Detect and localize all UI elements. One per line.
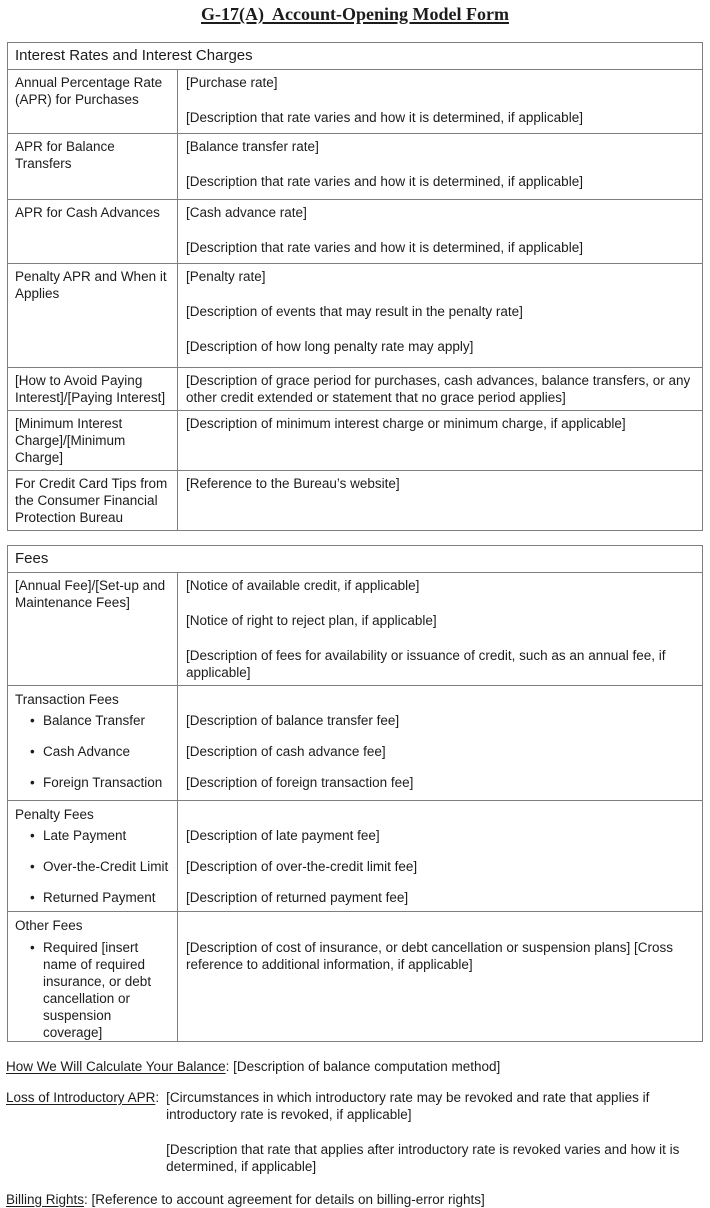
item-label-late-payment: • Late Payment — [8, 827, 178, 858]
item-late-payment — [8, 827, 703, 858]
page-title — [0, 3, 710, 25]
group-title-spacer — [178, 801, 703, 827]
row-cfpb-tips — [8, 471, 703, 531]
item-desc-required-insurance: [Description of cost of insurance, or debt cancellation or suspension plans] [Cross reference to additional information, if applicable] — [186, 939, 674, 972]
fees-table-header-row — [8, 546, 703, 573]
cell-paragraph: [Description that rate varies and how it is determined, if applicable] — [186, 110, 583, 125]
item-desc-balance-transfer: [Description of balance transfer fee] — [186, 712, 400, 728]
fees-section-header: Fees — [15, 550, 49, 567]
group-penalty-fees — [8, 801, 703, 827]
loss-of-introductory-apr-text-2: [Description that rate that applies after introductory rate is revoked varies and how it is determined, if applicable] — [166, 1141, 680, 1174]
cell-paragraph: [Description that rate varies and how it is determined, if applicable] — [186, 174, 583, 189]
cell-paragraph: [Description of fees for availability or issuance of credit, such as an annual fee, if applicable] — [186, 648, 666, 680]
footer-notes — [6, 1058, 710, 1208]
row-value-cfpb-tips — [178, 471, 703, 531]
row-value-avoid-paying-interest — [178, 368, 703, 411]
row-label-avoid-paying-interest: [How to Avoid Paying Interest]/[Paying Interest] — [8, 368, 178, 411]
item-label-cash-advance: • Cash Advance — [8, 743, 178, 774]
row-value-penalty-apr — [178, 264, 703, 368]
item-desc-over-credit-limit: [Description of over-the-credit limit fee] — [186, 858, 418, 874]
cell-paragraph: [Reference to the Bureau’s website] — [186, 476, 400, 491]
row-apr-cash-advances — [8, 200, 703, 264]
item-desc-returned-payment: [Description of returned payment fee] — [186, 889, 409, 905]
item-label-returned-payment: • Returned Payment — [8, 889, 178, 912]
cell-paragraph: [Description of grace period for purchases, cash advances, balance transfers, or any other credit extended or statement that no grace period applies] — [186, 373, 691, 405]
cell-paragraph: [Description of minimum interest charge or minimum charge, if applicable] — [186, 416, 626, 431]
row-label-apr-balance-transfers: APR for Balance Transfers — [8, 134, 178, 200]
bullet-marker: • — [30, 827, 35, 843]
balance-computation-note — [6, 1058, 710, 1075]
row-label-penalty-apr: Penalty APR and When it Applies — [8, 264, 178, 368]
row-apr-balance-transfers — [8, 134, 703, 200]
bullet-marker: • — [30, 858, 35, 874]
billing-rights-note — [6, 1191, 710, 1208]
row-apr-purchases — [8, 70, 703, 134]
group-title-spacer — [178, 686, 703, 712]
bullet-marker: • — [30, 743, 35, 759]
group-title-spacer — [178, 912, 703, 939]
row-label-annual-fee: [Annual Fee]/[Set-up and Maintenance Fees] — [8, 573, 178, 686]
balance-computation-label: How We Will Calculate Your Balance — [6, 1058, 226, 1074]
bullet-marker: • — [30, 712, 35, 728]
group-title-transaction-fees: Transaction Fees — [8, 686, 178, 712]
row-label-cfpb-tips: For Credit Card Tips from the Consumer Financial Protection Bureau — [8, 471, 178, 531]
row-value-minimum-interest-charge — [178, 411, 703, 471]
item-over-credit-limit — [8, 858, 703, 889]
item-cash-advance — [8, 743, 703, 774]
page-title-text: G-17(A) Account-Opening Model Form — [201, 4, 509, 24]
interest-table-header-row — [8, 43, 703, 70]
group-title-other-fees: Other Fees — [8, 912, 178, 939]
item-label-balance-transfer: • Balance Transfer — [8, 712, 178, 743]
row-penalty-apr — [8, 264, 703, 368]
row-annual-fee — [8, 573, 703, 686]
interest-rates-table — [7, 42, 703, 531]
cell-paragraph: [Cash advance rate] — [186, 205, 307, 220]
item-returned-payment — [8, 889, 703, 912]
row-avoid-paying-interest — [8, 368, 703, 411]
cell-paragraph: [Purchase rate] — [186, 75, 278, 90]
item-label-required-insurance: • Required [insert name of required insurance, or debt cancellation or suspension coverage] — [8, 939, 178, 1042]
cell-paragraph: [Notice of right to reject plan, if applicable] — [186, 613, 437, 628]
loss-of-introductory-apr-text-1: [Circumstances in which introductory rate may be revoked and rate that applies if introductory rate is revoked, if applicable] — [166, 1089, 650, 1122]
group-other-fees — [8, 912, 703, 939]
row-label-minimum-interest-charge: [Minimum Interest Charge]/[Minimum Charge] — [8, 411, 178, 471]
item-label-foreign-transaction: • Foreign Transaction — [8, 774, 178, 801]
row-minimum-interest-charge — [8, 411, 703, 471]
loss-of-introductory-apr-label: Loss of Introductory APR — [6, 1089, 156, 1105]
cell-paragraph: [Description of how long penalty rate may apply] — [186, 339, 474, 354]
cell-paragraph: [Notice of available credit, if applicable] — [186, 578, 420, 593]
fees-table — [7, 545, 703, 1042]
billing-rights-label: Billing Rights — [6, 1191, 85, 1207]
row-value-apr-cash-advances — [178, 200, 703, 264]
loss-of-introductory-apr-note — [6, 1089, 710, 1175]
row-value-apr-balance-transfers — [178, 134, 703, 200]
item-balance-transfer — [8, 712, 703, 743]
cell-paragraph: [Balance transfer rate] — [186, 139, 319, 154]
row-value-apr-purchases — [178, 70, 703, 134]
cell-paragraph: [Description of events that may result in the penalty rate] — [186, 304, 523, 319]
row-value-annual-fee — [178, 573, 703, 686]
cell-paragraph: [Description that rate varies and how it is determined, if applicable] — [186, 240, 583, 255]
bullet-marker: • — [30, 939, 35, 955]
group-transaction-fees — [8, 686, 703, 712]
item-required-insurance — [8, 939, 703, 1042]
group-title-penalty-fees: Penalty Fees — [8, 801, 178, 827]
item-desc-cash-advance: [Description of cash advance fee] — [186, 743, 386, 759]
item-label-over-credit-limit: • Over-the-Credit Limit — [8, 858, 178, 889]
balance-computation-text: : [Description of balance computation method] — [225, 1058, 501, 1074]
interest-section-header: Interest Rates and Interest Charges — [15, 47, 253, 64]
row-label-apr-purchases: Annual Percentage Rate (APR) for Purchases — [8, 70, 178, 134]
item-desc-late-payment: [Description of late payment fee] — [186, 827, 380, 843]
cell-paragraph: [Penalty rate] — [186, 269, 266, 284]
item-desc-foreign-transaction: [Description of foreign transaction fee] — [186, 774, 414, 790]
row-label-apr-cash-advances: APR for Cash Advances — [8, 200, 178, 264]
item-foreign-transaction — [8, 774, 703, 801]
billing-rights-text: : [Reference to account agreement for details on billing-error rights] — [84, 1191, 485, 1207]
loss-of-introductory-apr-colon: : — [155, 1089, 160, 1105]
bullet-marker: • — [30, 774, 35, 790]
bullet-marker: • — [30, 889, 35, 905]
